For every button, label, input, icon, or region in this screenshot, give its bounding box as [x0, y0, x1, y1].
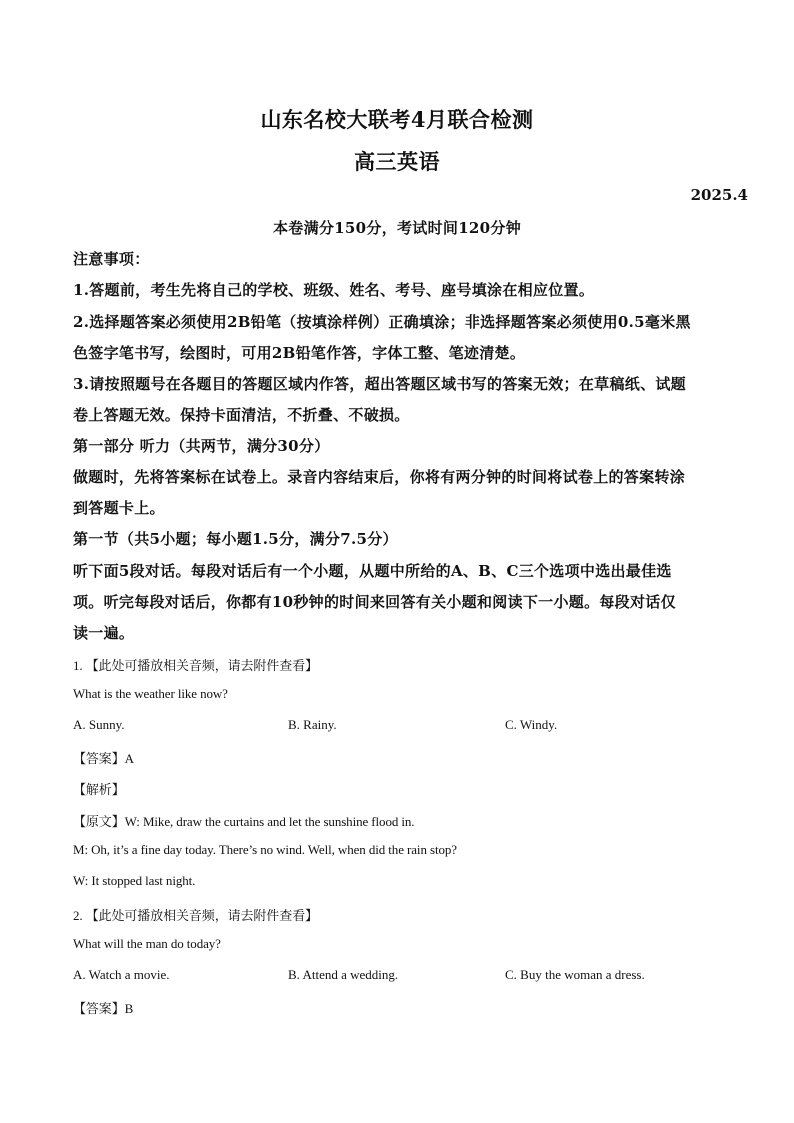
note-1: 1.答题前，考生先将自己的学校、班级、姓名、考号、座号填涂在相应位置。	[73, 281, 595, 299]
q1-option-c: C. Windy.	[505, 717, 558, 732]
note-2-line-1: 2.选择题答案必须使用2B铅笔（按填涂样例）正确填涂；非选择题答案必须使用0.5毫米黑	[73, 313, 691, 331]
exam-info: 本卷满分150分，考试时间120分钟	[272, 219, 522, 237]
section1-heading: 第一节（共5小题；每小题1.5分，满分7.5分）	[73, 530, 398, 548]
q1-answer: 【答案】A	[73, 751, 134, 766]
exam-date: 2025.4	[690, 186, 748, 204]
q1-option-b: B. Rainy.	[288, 717, 337, 732]
part1-intro-line-1: 做题时，先将答案标在试卷上。录音内容结束后，你将有两分钟的时间将试卷上的答案转涂	[73, 468, 686, 486]
q1-transcript-line-2: M: Oh, it’s a fine day today. There’s no wind. Well, when did the rain stop?	[73, 842, 457, 857]
q1-question: What is the weather like now?	[73, 686, 228, 701]
q1-transcript-line-1: 【原文】W: Mike, draw the curtains and let the sunshine flood in.	[73, 814, 415, 829]
note-3-line-2: 卷上答题无效。保持卡面清洁，不折叠、不破损。	[73, 406, 410, 424]
exam-title: 山东名校大联考4月联合检测	[260, 107, 534, 132]
q2-answer: 【答案】B	[73, 1001, 134, 1016]
q2-option-c: C. Buy the woman a dress.	[505, 967, 645, 982]
notes-heading: 注意事项：	[73, 250, 150, 268]
section1-instructions-line-2: 项。听完每段对话后，你都有10秒钟的时间来回答有关小题和阅读下一小题。每段对话仅	[73, 593, 676, 611]
q1-transcript-line-3: W: It stopped last night.	[73, 873, 196, 888]
q1-audio-label: 1. 【此处可播放相关音频，请去附件查看】	[73, 658, 318, 673]
q2-option-a: A. Watch a movie.	[73, 967, 170, 982]
q1-option-a: A. Sunny.	[73, 717, 125, 732]
section1-instructions-line-3: 读一遍。	[73, 624, 135, 642]
q2-audio-label: 2. 【此处可播放相关音频，请去附件查看】	[73, 908, 318, 923]
q1-analysis: 【解析】	[73, 782, 125, 797]
q2-question: What will the man do today?	[73, 936, 221, 951]
part1-heading: 第一部分 听力（共两节，满分30分）	[73, 437, 330, 455]
note-2-line-2: 色签字笔书写，绘图时，可用2B铅笔作答，字体工整、笔迹清楚。	[73, 344, 526, 362]
note-3-line-1: 3.请按照题号在各题目的答题区域内作答，超出答题区域书写的答案无效；在草稿纸、试题	[73, 375, 686, 393]
part1-intro-line-2: 到答题卡上。	[73, 499, 165, 517]
q2-option-b: B. Attend a wedding.	[288, 967, 399, 982]
section1-instructions-line-1: 听下面5段对话。每段对话后有一个小题，从题中所给的A、B、C三个选项中选出最佳选	[73, 562, 672, 580]
subject-title: 高三英语	[354, 149, 440, 174]
